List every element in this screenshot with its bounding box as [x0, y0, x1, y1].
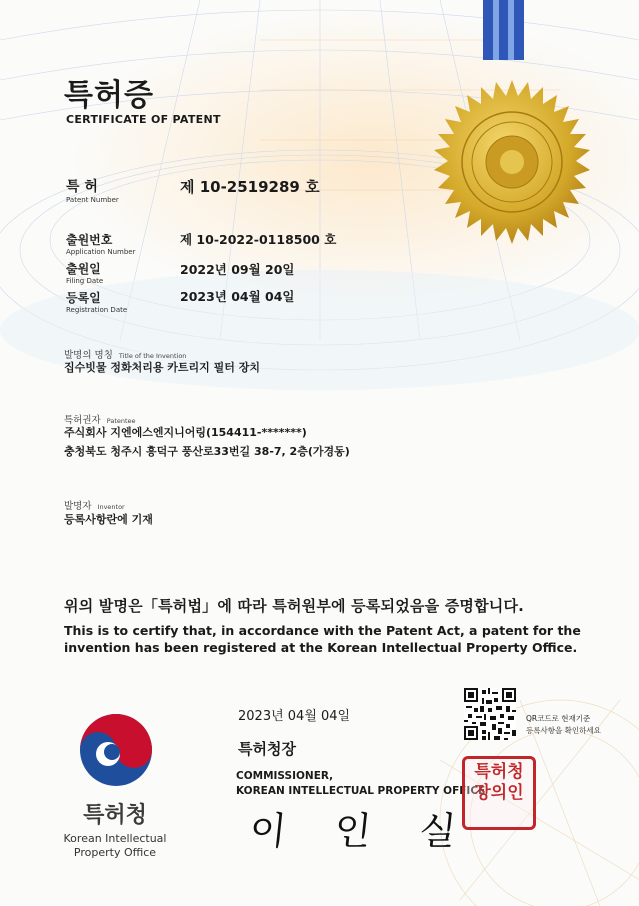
certification-statement-english: This is to certify that, in accordance with the Patent Act, a patent for the invention has been registered at the Korean Intellectual Property Office.: [64, 623, 581, 655]
official-red-stamp: [462, 756, 536, 830]
registration-date-label: [66, 289, 127, 314]
patent-number-label: [66, 176, 119, 204]
logo-line: Korean Intellectual: [63, 832, 167, 845]
label-english: Filing Date: [66, 277, 104, 285]
qr-note-line: QR코드로 현재기준: [526, 714, 591, 723]
label-english: Registration Date: [66, 306, 128, 314]
invention-title-value: 집수빗물 정화처리용 카트리지 필터 장치: [64, 361, 260, 374]
kipo-logo-icon: [78, 712, 154, 788]
application-number-label: [66, 231, 135, 256]
patent-number-value: 제 10-2519289 호: [180, 178, 320, 196]
qr-code-icon[interactable]: [464, 688, 516, 740]
label-english: Patentee: [106, 417, 136, 425]
commissioner-line: COMMISSIONER,: [236, 770, 334, 782]
qr-code-note: [526, 713, 601, 737]
kipo-logo-korean: 특허청: [83, 803, 147, 828]
label-korean: 등록일: [66, 291, 101, 305]
commissioner-signature: 이 인 실: [247, 809, 477, 853]
label-korean: 특허권자: [64, 415, 101, 426]
label-korean: 출원일: [66, 262, 101, 276]
gold-seal-emblem: [428, 78, 596, 246]
ribbon-stripe: [483, 0, 493, 60]
qr-note-line: 등록사항을 확인하세요: [526, 726, 601, 735]
registration-date-value: 2023년 04월 04일: [180, 289, 295, 304]
commissioner-title-korean: 특허청장: [238, 740, 296, 758]
certificate-title-english: CERTIFICATE OF PATENT: [66, 113, 221, 126]
commissioner-line: KOREAN INTELLECTUAL PROPERTY OFFICE: [236, 785, 486, 797]
label-korean: 출원번호: [66, 233, 113, 247]
certificate-title: 특허증: [64, 78, 154, 113]
issue-date: 2023년 04월 04일: [238, 709, 351, 724]
certification-statement-korean: 위의 발명은「특허법」에 따라 특허원부에 등록되었음을 증명합니다.: [64, 597, 525, 615]
stamp-text: 특허청장의인: [474, 762, 524, 803]
label-korean: 발명의 명칭: [64, 350, 113, 361]
ribbon-stripe: [514, 0, 524, 60]
patentee-address: 충청북도 청주시 흥덕구 풍산로33번길 38-7, 2층(가경동): [64, 445, 350, 458]
label-english: Application Number: [66, 248, 136, 256]
ribbon-stripe: [499, 0, 508, 60]
label-english: Title of the Invention: [118, 352, 187, 360]
patentee-name: 주식회사 지엔에스엔지니어링(154411-*******): [64, 426, 307, 439]
commissioner-title-english: [236, 769, 485, 799]
filing-date-label: [66, 260, 103, 285]
inventor-value: 등록사항란에 기재: [64, 513, 153, 526]
logo-line: Property Office: [73, 846, 157, 859]
label-korean: 특 허: [66, 179, 98, 195]
application-number-value: 제 10-2022-0118500 호: [180, 232, 337, 247]
label-english: Inventor: [97, 503, 125, 511]
kipo-logo-english: [52, 832, 178, 860]
label-english: Patent Number: [66, 196, 119, 204]
label-korean: 발명자: [64, 501, 92, 512]
filing-date-value: 2022년 09월 20일: [180, 262, 295, 277]
